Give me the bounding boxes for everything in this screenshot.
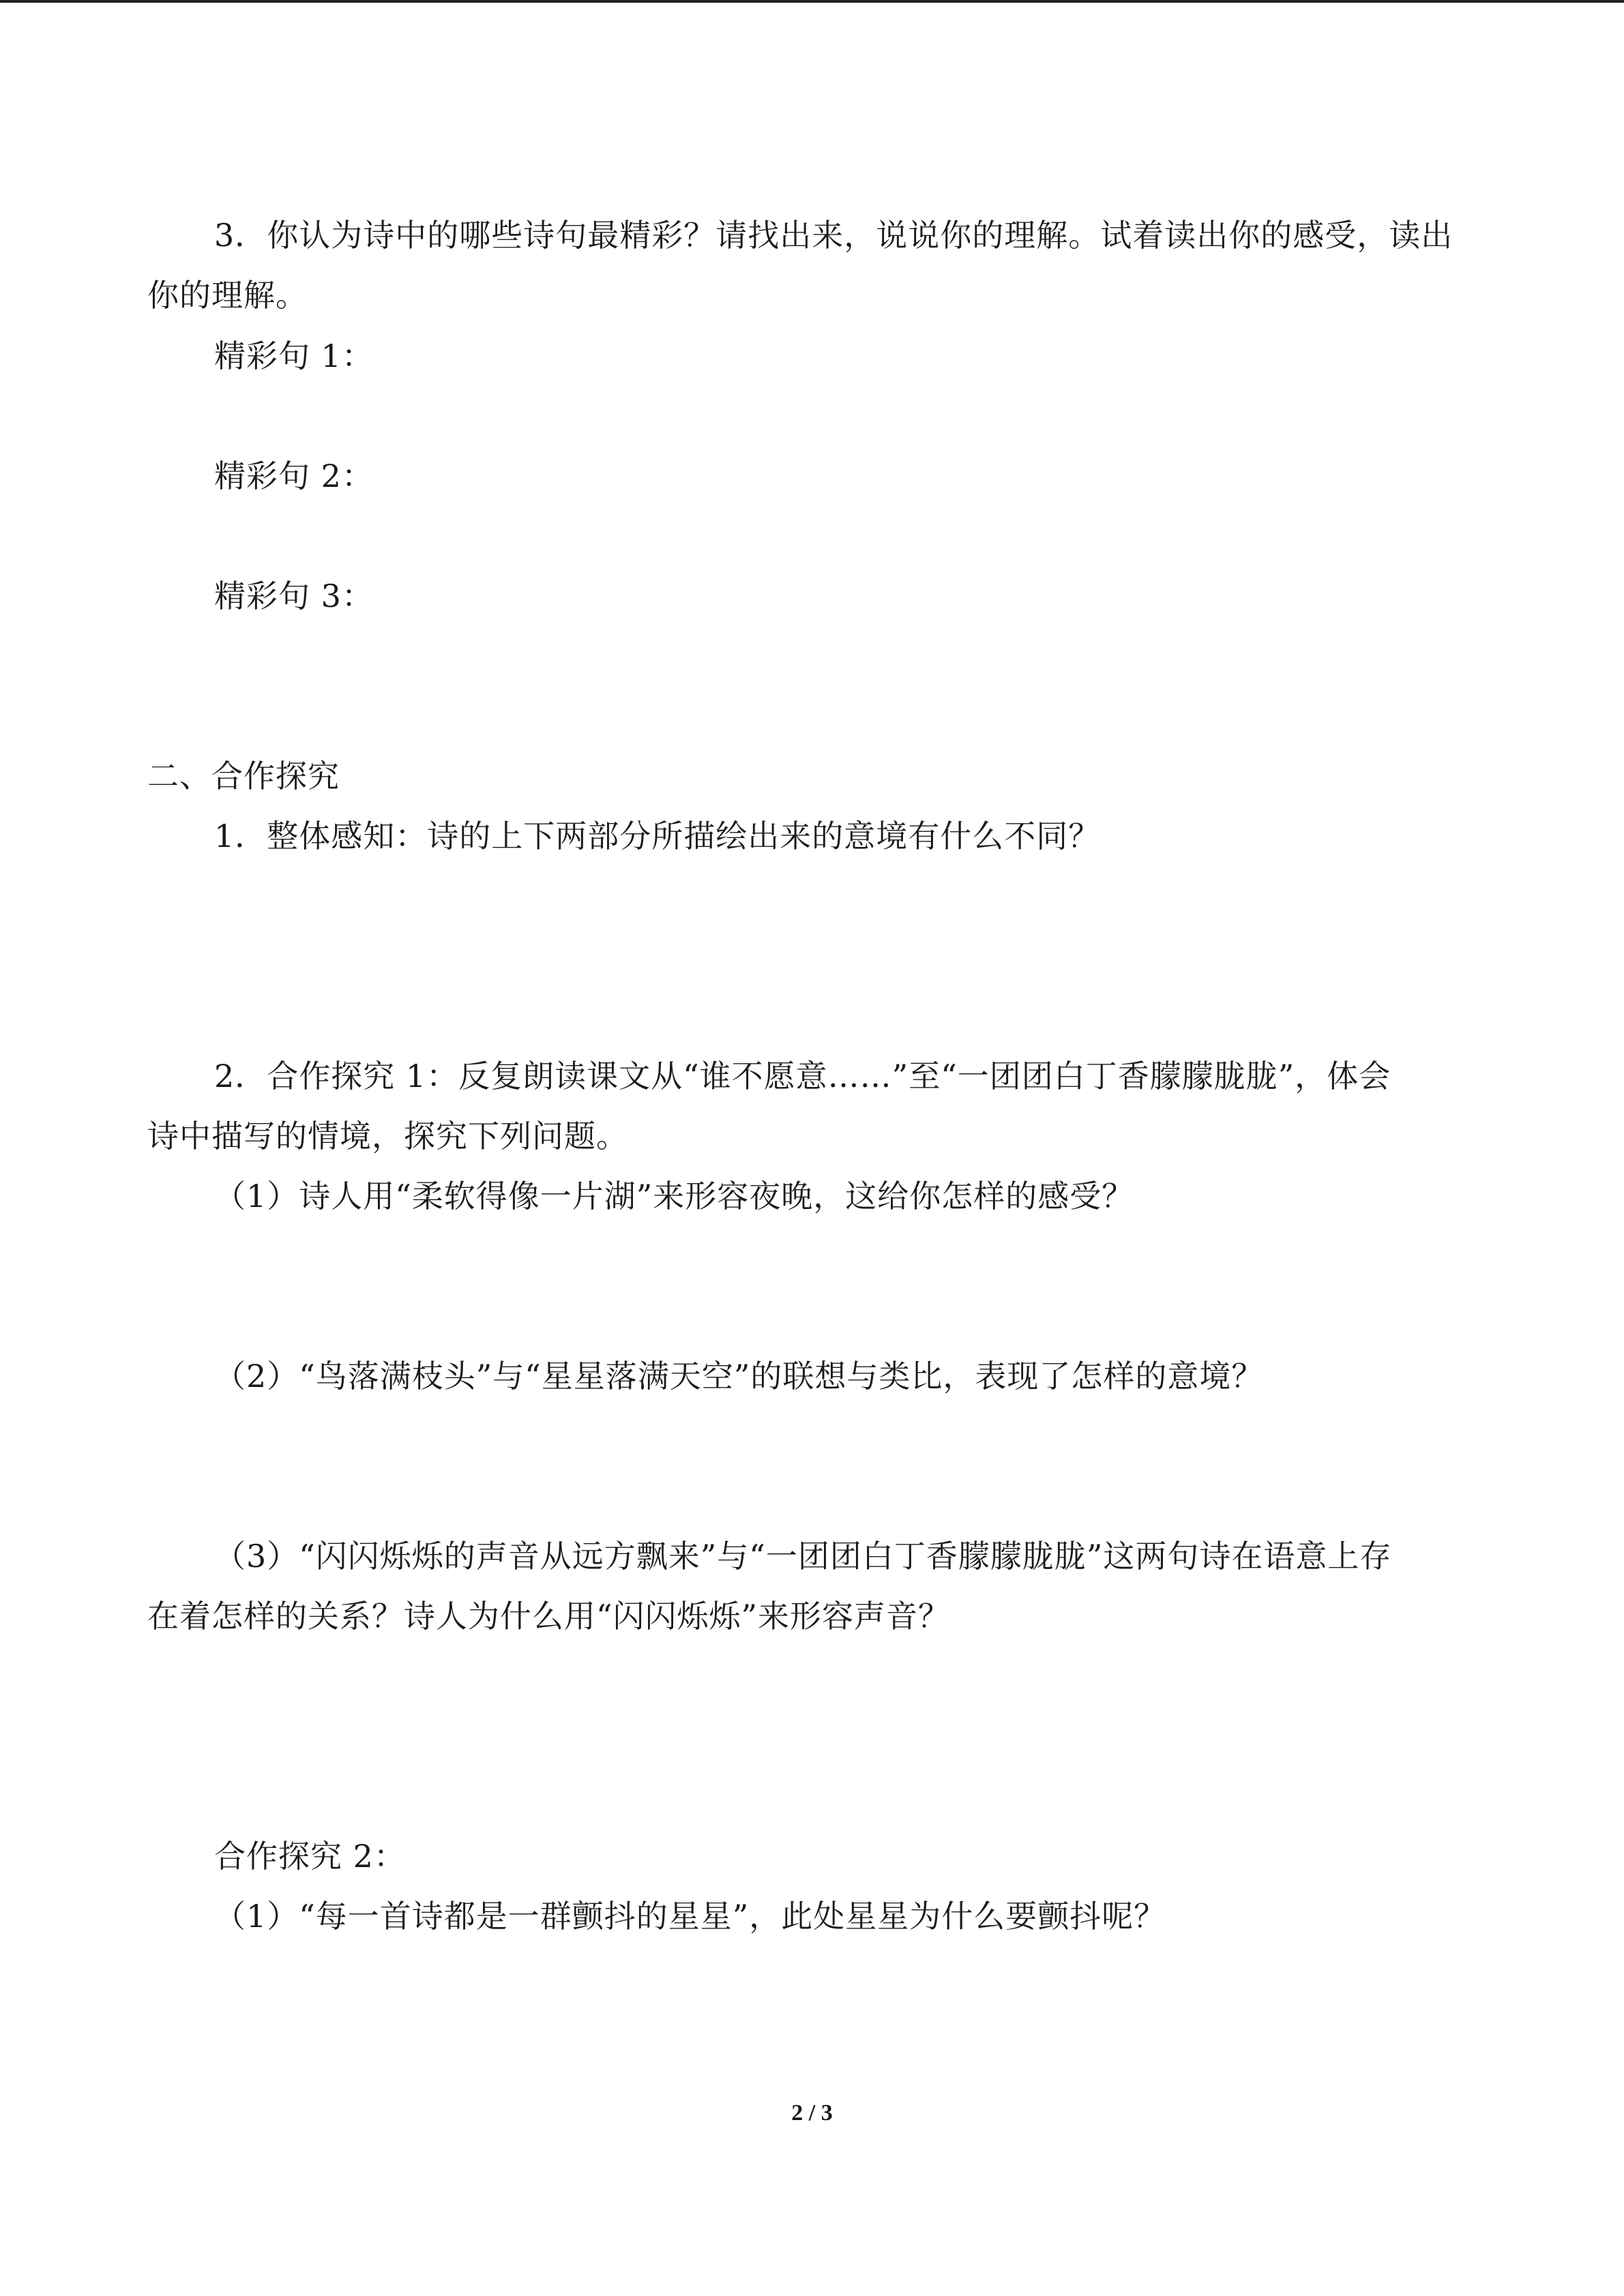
section-2-question-2-line-1: 2．合作探究 1：反复朗读课文从“谁不愿意……”至“一团团白丁香朦朦胧胧”，体会: [214, 1058, 1391, 1094]
question-3-line-1: 3．你认为诗中的哪些诗句最精彩？请找出来，说说你的理解。试着读出你的感受，读出: [214, 217, 1453, 254]
page-number: 2 / 3: [791, 2100, 833, 2126]
top-border-rule: [0, 0, 1624, 3]
highlight-sentence-3-label: 精彩句 3：: [214, 578, 374, 614]
sub-question-2: （2）“鸟落满枝头”与“星星落满天空”的联想与类比，表现了怎样的意境？: [214, 1358, 1264, 1395]
cooperative-inquiry-2-heading: 合作探究 2：: [214, 1838, 406, 1875]
section-2-question-1: 1．整体感知：诗的上下两部分所描绘出来的意境有什么不同？: [214, 818, 1101, 854]
sub-question-3-line-1: （3）“闪闪烁烁的声音从远方飘来”与“一团团白丁香朦朦胧胧”这两句诗在语意上存: [214, 1538, 1392, 1575]
highlight-sentence-1-label: 精彩句 1：: [214, 338, 374, 374]
cooperative-inquiry-2-question-1: （1）“每一首诗都是一群颤抖的星星”，此处星星为什么要颤抖呢？: [214, 1898, 1166, 1935]
sub-question-3-line-2: 在着怎样的关系？诗人为什么用“闪闪烁烁”来形容声音？: [147, 1598, 951, 1635]
section-2-question-2-line-2: 诗中描写的情境，探究下列问题。: [147, 1118, 628, 1154]
section-2-heading: 二、合作探究: [147, 758, 340, 794]
sub-question-1: （1）诗人用“柔软得像一片湖”来形容夜晚，这给你怎样的感受？: [214, 1178, 1134, 1214]
highlight-sentence-2-label: 精彩句 2：: [214, 458, 374, 494]
question-3-line-2: 你的理解。: [147, 277, 308, 314]
